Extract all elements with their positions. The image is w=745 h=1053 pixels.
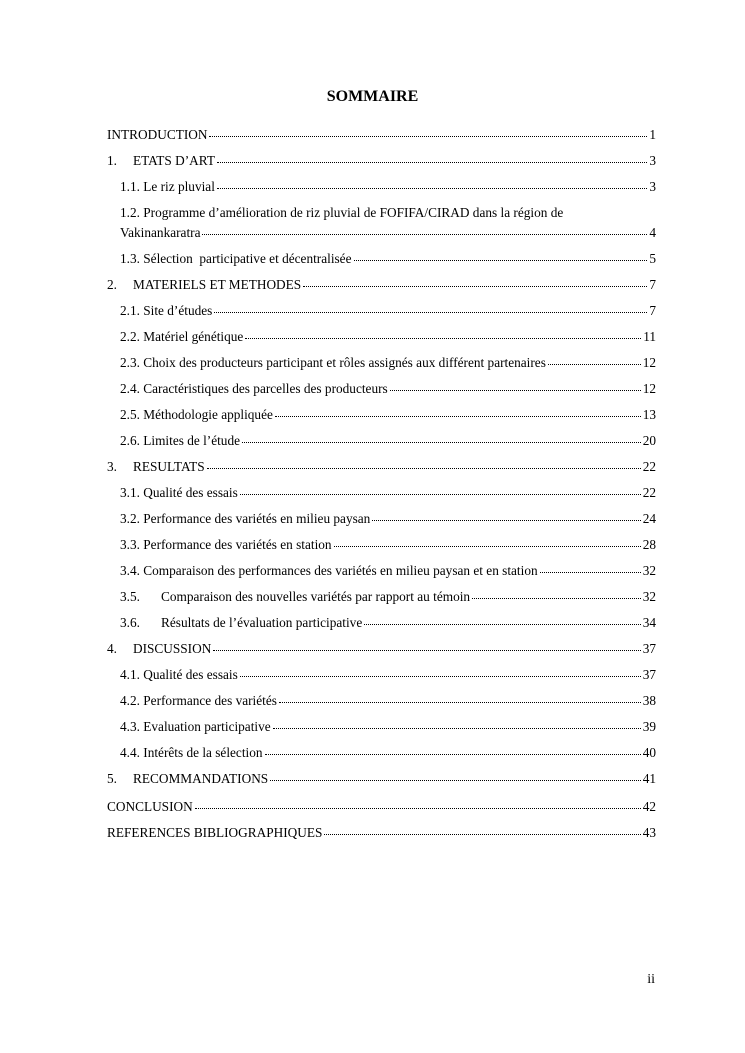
toc-entry-discussion[interactable] (107, 639, 656, 659)
toc-entry-page: 12 (642, 381, 656, 396)
toc-entry-4-3[interactable] (120, 717, 656, 737)
toc-entry-2-5[interactable] (120, 405, 656, 425)
toc-entry-label: 4.2. Performance des variétés (120, 693, 277, 708)
dot-leader (209, 135, 647, 137)
toc-entry-1-3[interactable] (120, 249, 656, 269)
toc-entry-page: 39 (642, 719, 656, 734)
dot-leader (217, 161, 647, 163)
toc-entry-1-2-line1[interactable]: 1.2. Programme d’amélioration de riz pluvial de FOFIFA/CIRAD dans la région de (120, 205, 564, 220)
toc-entry-label: 3.1. Qualité des essais (120, 485, 238, 500)
toc-entry-label: 4.4. Intérêts de la sélection (120, 745, 263, 760)
dot-leader (265, 753, 641, 755)
toc-entry-label: 2.6. Limites de l’étude (120, 433, 241, 448)
dot-leader (213, 649, 640, 651)
dot-leader (270, 779, 641, 781)
dot-leader (202, 233, 647, 235)
toc-entry-page: 37 (642, 641, 656, 656)
toc-entry-etats-dart[interactable] (107, 151, 656, 171)
toc-entry-label: 2.4. Caractéristiques des parcelles des producteurs (120, 381, 388, 396)
toc-entry-page: 11 (643, 329, 656, 344)
toc-entry-page: 22 (642, 459, 656, 474)
dot-leader (472, 597, 641, 599)
dot-leader (372, 519, 640, 521)
dot-leader (334, 545, 641, 547)
toc-entry-conclusion[interactable] (107, 797, 656, 817)
dot-leader (324, 833, 640, 835)
toc-entry-label: ETATS D’ART (133, 153, 215, 168)
toc-entry-label: 3.2. Performance des variétés en milieu paysan (120, 511, 371, 526)
toc-entry-number: 3.5. (120, 589, 140, 604)
toc-entry-page: 22 (642, 485, 656, 500)
toc-entry-page: 28 (642, 537, 656, 552)
toc-entry-page: 20 (642, 433, 656, 448)
toc-entry-page: 7 (649, 277, 656, 292)
toc-entry-label: CONCLUSION (107, 799, 193, 814)
toc-entry-3-3[interactable] (120, 535, 656, 555)
toc-entry-2-6[interactable] (120, 431, 656, 451)
toc-entry-number: 3.6. (120, 615, 140, 630)
toc-entry-label: Vakinankaratra (120, 225, 201, 240)
toc-entry-label: 2.5. Méthodologie appliquée (120, 407, 273, 422)
toc-entry-page: 38 (642, 693, 656, 708)
dot-leader (273, 727, 641, 729)
toc-entry-recommandations[interactable] (107, 769, 656, 789)
toc-entry-resultats[interactable] (107, 457, 656, 477)
toc-entry-number: 3. (107, 459, 117, 474)
toc-entry-label: 2.3. Choix des producteurs participant et rôles assignés aux différent partenaires (120, 355, 546, 370)
toc-entry-page: 34 (642, 615, 656, 630)
toc-entry-1-2[interactable] (120, 223, 656, 243)
dot-leader (279, 701, 641, 703)
toc-entry-page: 1 (649, 127, 656, 142)
toc-entry-label: DISCUSSION (133, 641, 212, 656)
toc-entry-page: 42 (642, 799, 656, 814)
toc-entry-page: 13 (642, 407, 656, 422)
toc-entry-4-4[interactable] (120, 743, 656, 763)
dot-leader (207, 467, 641, 469)
toc-entry-label: RECOMMANDATIONS (133, 771, 269, 786)
dot-leader (214, 311, 647, 313)
toc-entry-number: 4. (107, 641, 117, 656)
toc-entry-materiels-methodes[interactable] (107, 275, 656, 295)
toc-entry-page: 24 (642, 511, 656, 526)
dot-leader (275, 415, 641, 417)
dot-leader (195, 807, 641, 809)
toc-entry-label: Comparaison des nouvelles variétés par rapport au témoin (161, 589, 471, 604)
toc-entry-page: 12 (642, 355, 656, 370)
dot-leader (364, 623, 640, 625)
toc-entry-3-5[interactable] (120, 587, 656, 607)
dot-leader (390, 389, 641, 391)
toc-entry-label: INTRODUCTION (107, 127, 208, 142)
dot-leader (245, 337, 641, 339)
toc-entry-4-2[interactable] (120, 691, 656, 711)
toc-entry-page: 32 (642, 589, 656, 604)
toc-entry-page: 3 (649, 179, 656, 194)
toc-entry-label: 4.1. Qualité des essais (120, 667, 238, 682)
toc-entry-2-2[interactable] (120, 327, 656, 347)
toc-entry-number: 2. (107, 277, 117, 292)
toc-entry-label: 2.2. Matériel génétique (120, 329, 244, 344)
toc-entry-label: REFERENCES BIBLIOGRAPHIQUES (107, 825, 323, 840)
toc-entry-3-4[interactable] (120, 561, 656, 581)
toc-entry-label: RESULTATS (133, 459, 205, 474)
toc-entry-3-2[interactable] (120, 509, 656, 529)
toc-entry-introduction[interactable] (107, 125, 656, 145)
toc-entry-label: 2.1. Site d’études (120, 303, 213, 318)
toc-entry-page: 41 (642, 771, 656, 786)
toc-entry-label: 4.3. Evaluation participative (120, 719, 271, 734)
dot-leader (242, 441, 641, 443)
dot-leader (354, 259, 648, 261)
toc-entry-label: Résultats de l’évaluation participative (161, 615, 363, 630)
dot-leader (240, 675, 641, 677)
dot-leader (540, 571, 641, 573)
toc-entry-page: 37 (642, 667, 656, 682)
dot-leader (303, 285, 647, 287)
toc-entry-2-1[interactable] (120, 301, 656, 321)
toc-entry-2-3[interactable] (120, 353, 656, 373)
toc-entry-number: 5. (107, 771, 117, 786)
toc-entry-1-1[interactable] (120, 177, 656, 197)
page-number: ii (647, 972, 655, 987)
toc-entry-2-4[interactable] (120, 379, 656, 399)
toc-entry-3-1[interactable] (120, 483, 656, 503)
toc-entry-label: 3.4. Comparaison des performances des variétés en milieu paysan et en station (120, 563, 538, 578)
toc-entry-page: 32 (642, 563, 656, 578)
dot-leader (217, 187, 647, 189)
toc-entry-page: 7 (649, 303, 656, 318)
toc-entry-page: 43 (642, 825, 656, 840)
toc-entry-label: 1.1. Le riz pluvial (120, 179, 215, 194)
toc-entry-page: 3 (649, 153, 656, 168)
toc-entry-label: MATERIELS ET METHODES (133, 277, 302, 292)
toc-entry-3-6[interactable] (120, 613, 656, 633)
toc-entry-4-1[interactable] (120, 665, 656, 685)
toc-entry-references[interactable] (107, 823, 656, 843)
toc-entry-page: 4 (649, 225, 656, 240)
toc-entry-label: 3.3. Performance des variétés en station (120, 537, 332, 552)
toc-entry-page: 40 (642, 745, 656, 760)
toc-entry-label: 1.3. Sélection participative et décentralisée (120, 251, 352, 266)
toc-entry-number: 1. (107, 153, 117, 168)
dot-leader (548, 363, 641, 365)
dot-leader (240, 493, 641, 495)
page-title: SOMMAIRE (326, 88, 419, 105)
toc-entry-page: 5 (649, 251, 656, 266)
